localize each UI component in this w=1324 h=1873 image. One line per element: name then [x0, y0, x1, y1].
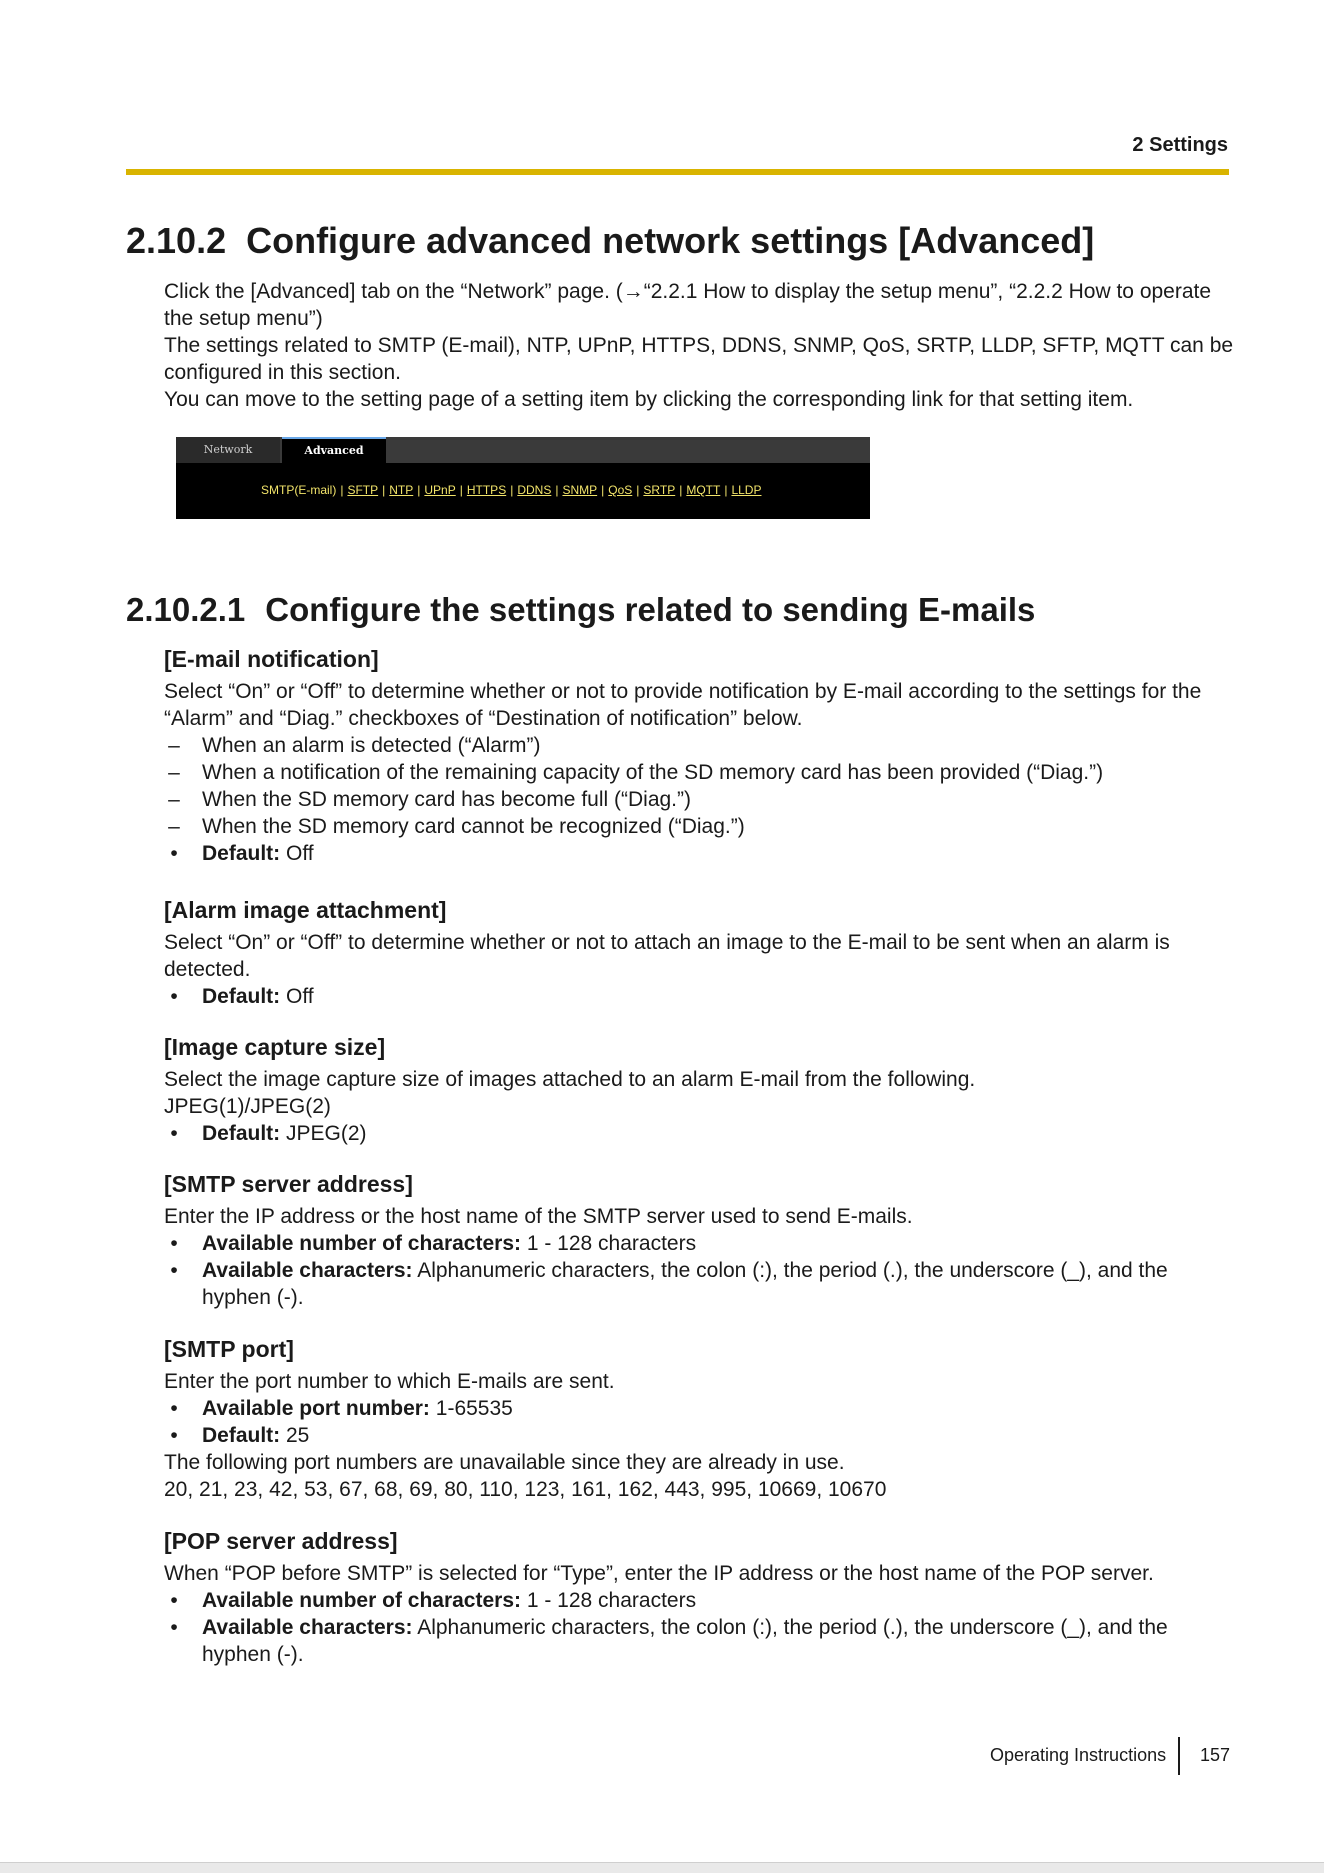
dash-marker: – [168, 788, 180, 811]
case-text: When an alarm is detected (“Alarm”) [202, 734, 541, 757]
bullet-marker: • [170, 1259, 178, 1282]
spec-value: 1 - 128 characters [521, 1589, 697, 1612]
spec-value: 1-65535 [429, 1397, 513, 1420]
spec-label: Available characters: [202, 1259, 413, 1282]
spec-label: Available port number: [202, 1397, 430, 1420]
link-upnp[interactable]: UPnP [424, 483, 456, 497]
section-number: 2.10.2 [126, 220, 227, 261]
item-description: When “POP before SMTP” is selected for “Type”, enter the IP address or the host name of the POP server. [164, 1562, 1154, 1585]
bullet-list [164, 983, 1234, 1010]
spec-value: 1 - 128 characters [521, 1232, 697, 1255]
item-description: Enter the port number to which E-mails are sent. [164, 1370, 615, 1393]
header-rule [126, 169, 1229, 175]
spec-label: Available number of characters: [202, 1232, 521, 1255]
link-ddns[interactable]: DDNS [517, 483, 552, 497]
smtp-server-section [164, 1169, 1234, 1311]
section-heading [126, 220, 1094, 262]
pop-server-section [164, 1526, 1234, 1668]
section-title: Configure advanced network settings [Advanced] [246, 220, 1095, 261]
link-snmp[interactable]: SNMP [562, 483, 598, 497]
bullet-marker: • [170, 1589, 178, 1612]
footer-doc-title: Operating Instructions [990, 1745, 1167, 1765]
link-separator: | [510, 483, 514, 497]
item-title: [POP server address] [164, 1528, 398, 1554]
bullet-list [164, 1395, 1234, 1449]
link-lldp[interactable]: LLDP [731, 483, 762, 497]
case-text: When the SD memory card has become full (“Diag.”) [202, 788, 691, 811]
link-separator: | [724, 483, 728, 497]
link-separator: | [601, 483, 605, 497]
list-item [164, 786, 1234, 813]
item-description: Select “On” or “Off” to determine whether or not to provide notification by E-mail according to the settings for the “Alarm” and “Diag.” checkboxes of “Destination of notification” below. [164, 680, 1202, 730]
bullet-marker: • [170, 1122, 178, 1145]
tab-advanced[interactable]: Advanced [282, 437, 386, 463]
dash-marker: – [168, 761, 180, 784]
item-title: [SMTP port] [164, 1336, 294, 1362]
intro-paragraph: You can move to the setting page of a setting item by clicking the corresponding link for that setting item. [164, 388, 1134, 411]
email-notification-section [164, 644, 1234, 867]
item-note: The following port numbers are unavailable since they are already in use. [164, 1451, 845, 1474]
list-item [164, 1120, 1234, 1147]
link-smtp-email[interactable]: SMTP(E-mail) [261, 483, 337, 497]
link-separator: | [636, 483, 640, 497]
settings-link-row [261, 483, 761, 497]
bullet-list [164, 1587, 1234, 1668]
link-separator: | [679, 483, 683, 497]
default-value: 25 [280, 1424, 310, 1447]
link-mqtt[interactable]: MQTT [686, 483, 721, 497]
chapter-header: 2 Settings [1132, 134, 1228, 156]
spec-value: Alphanumeric characters, the colon (:), the period (.), the underscore (_), and the hyphen (-). [202, 1259, 1168, 1309]
link-separator: | [459, 483, 463, 497]
list-item [164, 1230, 1234, 1257]
list-item [164, 1614, 1234, 1668]
item-options: JPEG(1)/JPEG(2) [164, 1095, 331, 1118]
page-bottom-edge [0, 1862, 1324, 1873]
item-title: [E-mail notification] [164, 646, 379, 672]
list-item [164, 1257, 1234, 1311]
bullet-list [164, 1120, 1234, 1147]
smtp-port-section [164, 1334, 1234, 1503]
item-title: [Image capture size] [164, 1034, 386, 1060]
default-value: JPEG(2) [280, 1122, 367, 1145]
spec-label: Available number of characters: [202, 1589, 521, 1612]
subsection-heading [126, 591, 1035, 629]
item-description: Select “On” or “Off” to determine whether or not to attach an image to the E-mail to be sent when an alarm is detected. [164, 931, 1170, 981]
spec-label: Available characters: [202, 1616, 413, 1639]
subsection-number: 2.10.2.1 [126, 591, 246, 628]
bullet-marker: • [170, 1232, 178, 1255]
case-text: When a notification of the remaining capacity of the SD memory card has been provided (“Diag.”) [202, 761, 1104, 784]
item-title: [Alarm image attachment] [164, 897, 447, 923]
link-sftp[interactable]: SFTP [347, 483, 379, 497]
list-item [164, 1422, 1234, 1449]
item-description: Select the image capture size of images attached to an alarm E-mail from the following. [164, 1068, 976, 1091]
bullet-marker: • [170, 1397, 178, 1420]
list-item [164, 1587, 1234, 1614]
bullet-marker: • [170, 1616, 178, 1639]
intro-paragraph: Click the [Advanced] tab on the “Network” page. (→“2.2.1 How to display the setup menu”, “2.2.2 How to operate the setup menu”) [164, 280, 1212, 330]
bullet-marker: • [170, 1424, 178, 1447]
default-label: Default: [202, 985, 281, 1008]
item-description: Enter the IP address or the host name of the SMTP server used to send E-mails. [164, 1205, 913, 1228]
advanced-tab-screenshot [176, 437, 870, 519]
intro-paragraph: The settings related to SMTP (E-mail), NTP, UPnP, HTTPS, DDNS, SNMP, QoS, SRTP, LLDP, SFTP, MQTT can be configured in this section. [164, 334, 1234, 384]
subsection-title: Configure the settings related to sending E-mails [265, 591, 1036, 628]
tab-network[interactable]: Network [176, 437, 280, 463]
unavailable-ports: 20, 21, 23, 42, 53, 67, 68, 69, 80, 110, 123, 161, 162, 443, 995, 10669, 10670 [164, 1478, 887, 1501]
list-item [164, 813, 1234, 840]
tab-bar [176, 437, 870, 463]
link-srtp[interactable]: SRTP [643, 483, 676, 497]
link-separator: | [340, 483, 344, 497]
alarm-image-section [164, 895, 1234, 1010]
default-label: Default: [202, 1424, 281, 1447]
default-value: Off [280, 842, 314, 865]
case-text: When the SD memory card cannot be recognized (“Diag.”) [202, 815, 745, 838]
case-list [164, 732, 1234, 867]
dash-marker: – [168, 815, 180, 838]
default-value: Off [280, 985, 314, 1008]
list-item [164, 732, 1234, 759]
bullet-list [164, 1230, 1234, 1311]
list-item [164, 759, 1234, 786]
section-intro [164, 278, 1234, 413]
link-separator: | [417, 483, 421, 497]
list-item [164, 840, 1234, 867]
link-ntp[interactable]: NTP [389, 483, 414, 497]
dash-marker: – [168, 734, 180, 757]
default-label: Default: [202, 1122, 281, 1145]
link-qos[interactable]: QoS [608, 483, 633, 497]
list-item [164, 1395, 1234, 1422]
item-title: [SMTP server address] [164, 1171, 413, 1197]
link-separator: | [555, 483, 559, 497]
list-item [164, 983, 1234, 1010]
link-separator: | [382, 483, 386, 497]
bullet-marker: • [170, 842, 178, 865]
link-https[interactable]: HTTPS [466, 483, 507, 497]
footer-divider [1178, 1737, 1180, 1775]
page-number: 157 [1200, 1745, 1231, 1765]
default-label: Default: [202, 842, 281, 865]
bullet-marker: • [170, 985, 178, 1008]
capture-size-section [164, 1032, 1234, 1147]
spec-value: Alphanumeric characters, the colon (:), the period (.), the underscore (_), and the hyphen (-). [202, 1616, 1168, 1666]
